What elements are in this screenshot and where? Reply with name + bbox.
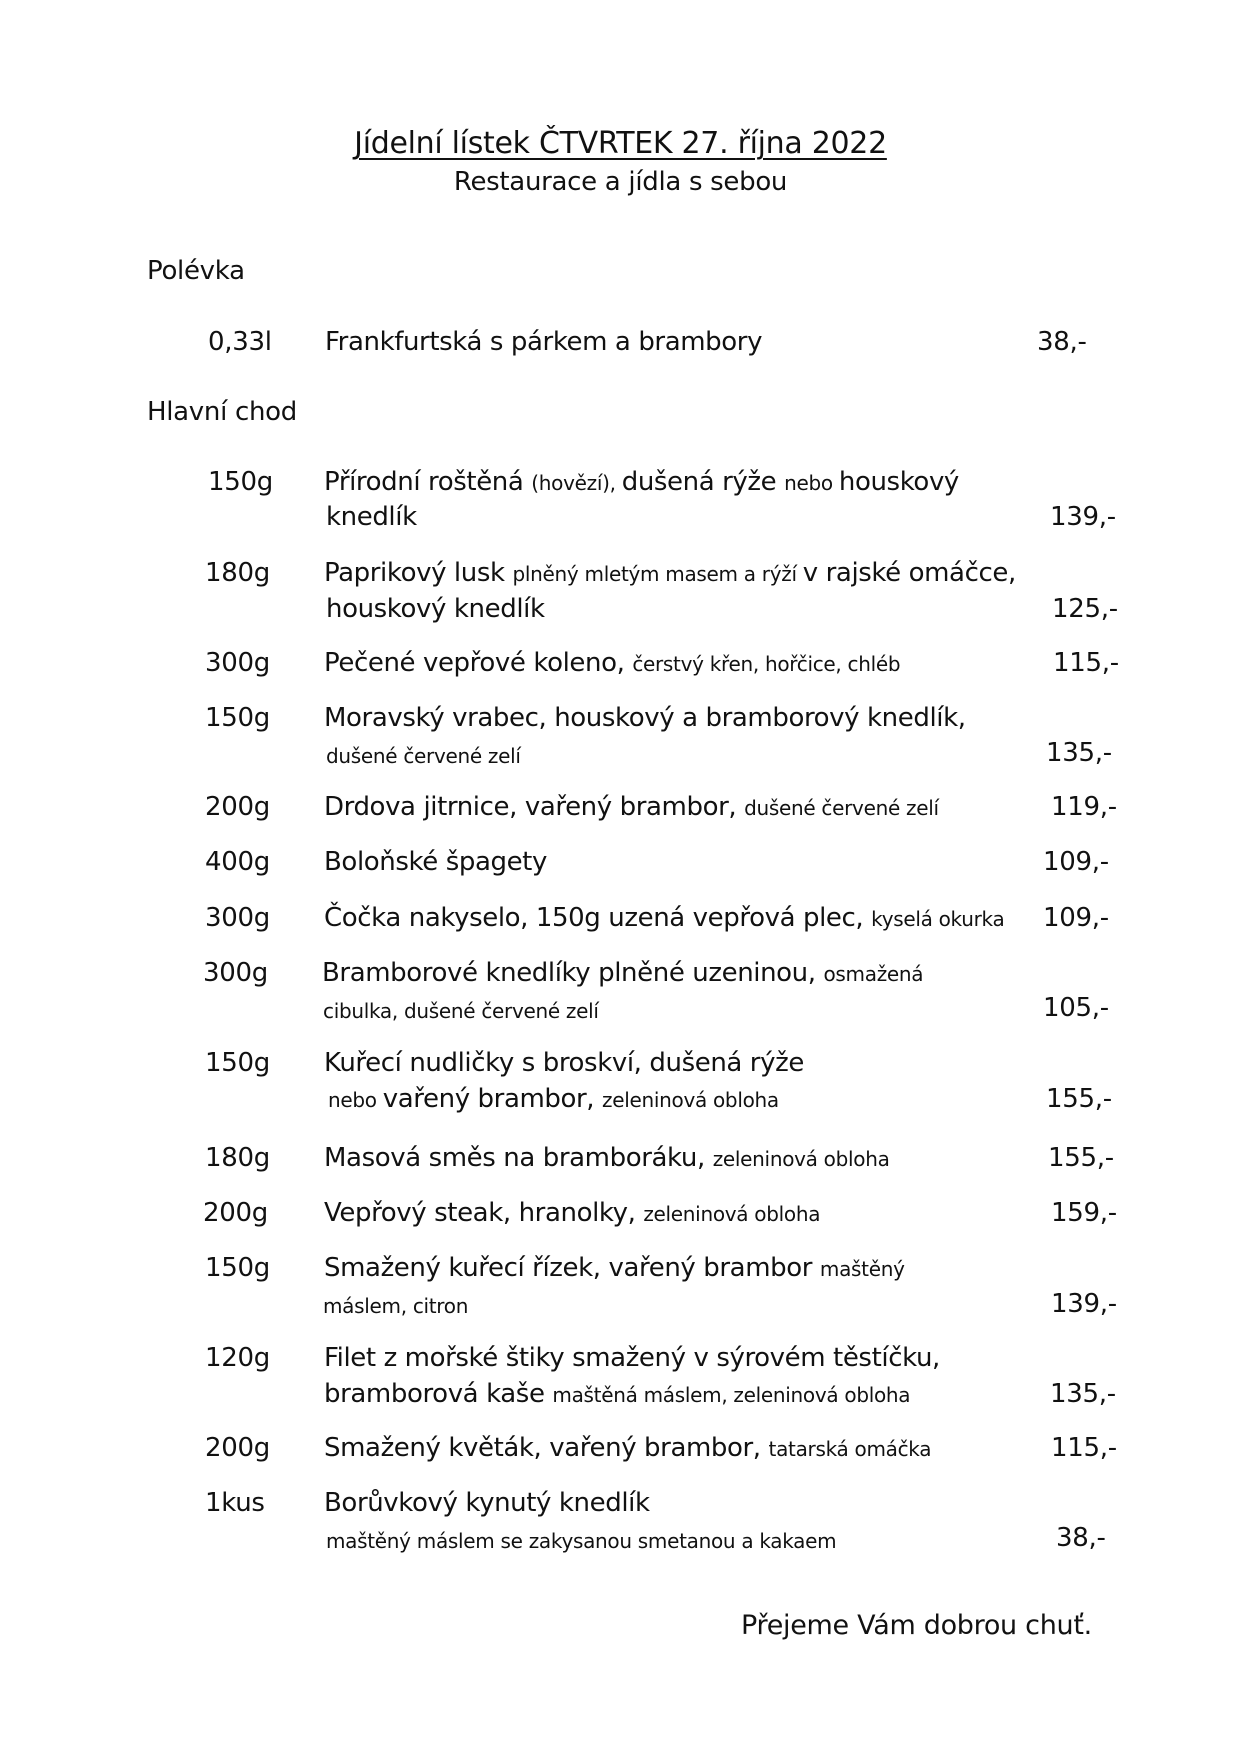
item-price: 105,- xyxy=(1043,993,1109,1023)
item-quantity: 150g xyxy=(208,467,273,497)
item-price: 115,- xyxy=(1051,1433,1117,1463)
item-note: plněný mletým masem a rýží xyxy=(512,562,803,586)
item-side: houskový xyxy=(838,467,959,497)
item-description-line1: Filet z mořské štiky smažený v sýrovém těstíčku, xyxy=(324,1343,940,1373)
item-description-line1 xyxy=(324,903,1004,933)
item-price: 155,- xyxy=(1046,1084,1112,1114)
item-description-line1 xyxy=(324,648,900,678)
item-price: 109,- xyxy=(1043,903,1109,933)
item-name: Vepřový steak, hranolky, xyxy=(324,1198,644,1228)
item-description-line1 xyxy=(324,1143,890,1173)
item-description-line1 xyxy=(324,558,1016,588)
closing-greeting: Přejeme Vám dobrou chuť. xyxy=(741,1610,1092,1641)
item-connector: nebo xyxy=(328,1088,383,1112)
item-description-line1: Boloňské špagety xyxy=(324,847,547,877)
item-note: kyselá okurka xyxy=(871,907,1005,931)
item-note: maštěný xyxy=(819,1257,905,1281)
soup-name: Frankfurtská s párkem a brambory xyxy=(325,327,763,357)
item-note: zeleninová obloha xyxy=(712,1147,890,1171)
item-name: Paprikový lusk xyxy=(324,558,513,588)
item-note: čerstvý křen, hořčice, chléb xyxy=(632,652,901,676)
item-side: bramborová kaše xyxy=(324,1379,553,1409)
item-quantity: 1kus xyxy=(205,1488,265,1518)
item-price: 38,- xyxy=(1056,1523,1106,1553)
item-name: Pečené vepřové koleno, xyxy=(324,648,633,678)
item-side: dušená rýže xyxy=(621,467,785,497)
item-description-line1 xyxy=(324,1253,905,1283)
item-quantity: 200g xyxy=(203,1198,268,1228)
item-side: vařený brambor, xyxy=(382,1084,603,1114)
item-note: zeleninová obloha xyxy=(602,1088,779,1112)
item-quantity: 150g xyxy=(205,703,270,733)
item-name: Smažený květák, vařený brambor, xyxy=(324,1433,769,1463)
item-name: Přírodní roštěná xyxy=(324,467,532,497)
item-price: 125,- xyxy=(1052,594,1118,624)
item-description-line1 xyxy=(324,467,959,497)
item-name: Masová směs na bramboráku, xyxy=(324,1143,713,1173)
item-quantity: 120g xyxy=(205,1343,270,1373)
item-name: Čočka nakyselo, 150g uzená vepřová plec, xyxy=(324,903,872,933)
item-quantity: 300g xyxy=(205,648,270,678)
item-description-line1: Borůvkový kynutý knedlík xyxy=(324,1488,650,1518)
item-side: v rajské omáčce, xyxy=(802,558,1016,588)
item-description-line1 xyxy=(322,958,923,988)
item-price: 139,- xyxy=(1050,502,1116,532)
item-quantity: 200g xyxy=(205,792,270,822)
item-price: 159,- xyxy=(1051,1198,1117,1228)
item-description-line2: maštěný máslem se zakysanou smetanou a kakaem xyxy=(326,1529,837,1553)
item-quantity: 300g xyxy=(203,958,268,988)
item-description-line1: Moravský vrabec, houskový a bramborový knedlík, xyxy=(324,703,966,733)
item-note: zeleninová obloha xyxy=(643,1202,821,1226)
soup-price: 38,- xyxy=(1037,327,1087,357)
page-subtitle: Restaurace a jídla s sebou xyxy=(453,167,788,197)
item-quantity: 200g xyxy=(205,1433,270,1463)
item-quantity: 150g xyxy=(205,1253,270,1283)
item-price: 109,- xyxy=(1043,847,1109,877)
item-note: dušené červené zelí xyxy=(744,796,939,820)
item-description-line1 xyxy=(324,792,939,822)
item-note: osmažená xyxy=(823,962,924,986)
item-price: 115,- xyxy=(1053,648,1119,678)
item-description-line2: cibulka, dušené červené zelí xyxy=(323,999,599,1023)
item-description-line2: dušené červené zelí xyxy=(326,744,521,768)
item-quantity: 150g xyxy=(205,1048,270,1078)
item-price: 135,- xyxy=(1046,738,1112,768)
item-quantity: 180g xyxy=(205,1143,270,1173)
section-heading-main: Hlavní chod xyxy=(147,397,297,427)
item-note: (hovězí), xyxy=(531,471,622,495)
item-price: 135,- xyxy=(1050,1379,1116,1409)
item-quantity: 400g xyxy=(205,847,270,877)
item-quantity: 300g xyxy=(205,903,270,933)
item-description-line2: máslem, citron xyxy=(323,1294,469,1318)
item-description-line2 xyxy=(324,1379,910,1409)
item-description-line1 xyxy=(324,1433,931,1463)
page-title: Jídelní lístek ČTVRTEK 27. října 2022 xyxy=(354,126,887,161)
item-price: 139,- xyxy=(1051,1289,1117,1319)
item-description-line2 xyxy=(328,1084,779,1114)
section-heading-soup: Polévka xyxy=(147,256,245,286)
item-description-line1: Kuřecí nudličky s broskví, dušená rýže xyxy=(324,1048,804,1078)
soup-quantity: 0,33l xyxy=(208,327,272,357)
item-description-line1 xyxy=(324,1198,820,1228)
item-note: tatarská omáčka xyxy=(768,1437,932,1461)
item-note: maštěná máslem, zeleninová obloha xyxy=(552,1383,911,1407)
item-name: Smažený kuřecí řízek, vařený brambor xyxy=(324,1253,820,1283)
item-quantity: 180g xyxy=(205,558,270,588)
item-name: Bramborové knedlíky plněné uzeninou, xyxy=(322,958,824,988)
item-name: Drdova jitrnice, vařený brambor, xyxy=(324,792,745,822)
item-connector: nebo xyxy=(784,471,839,495)
item-description-line2: knedlík xyxy=(326,502,417,532)
item-description-line2: houskový knedlík xyxy=(326,594,545,624)
item-price: 155,- xyxy=(1048,1143,1114,1173)
item-price: 119,- xyxy=(1051,792,1117,822)
